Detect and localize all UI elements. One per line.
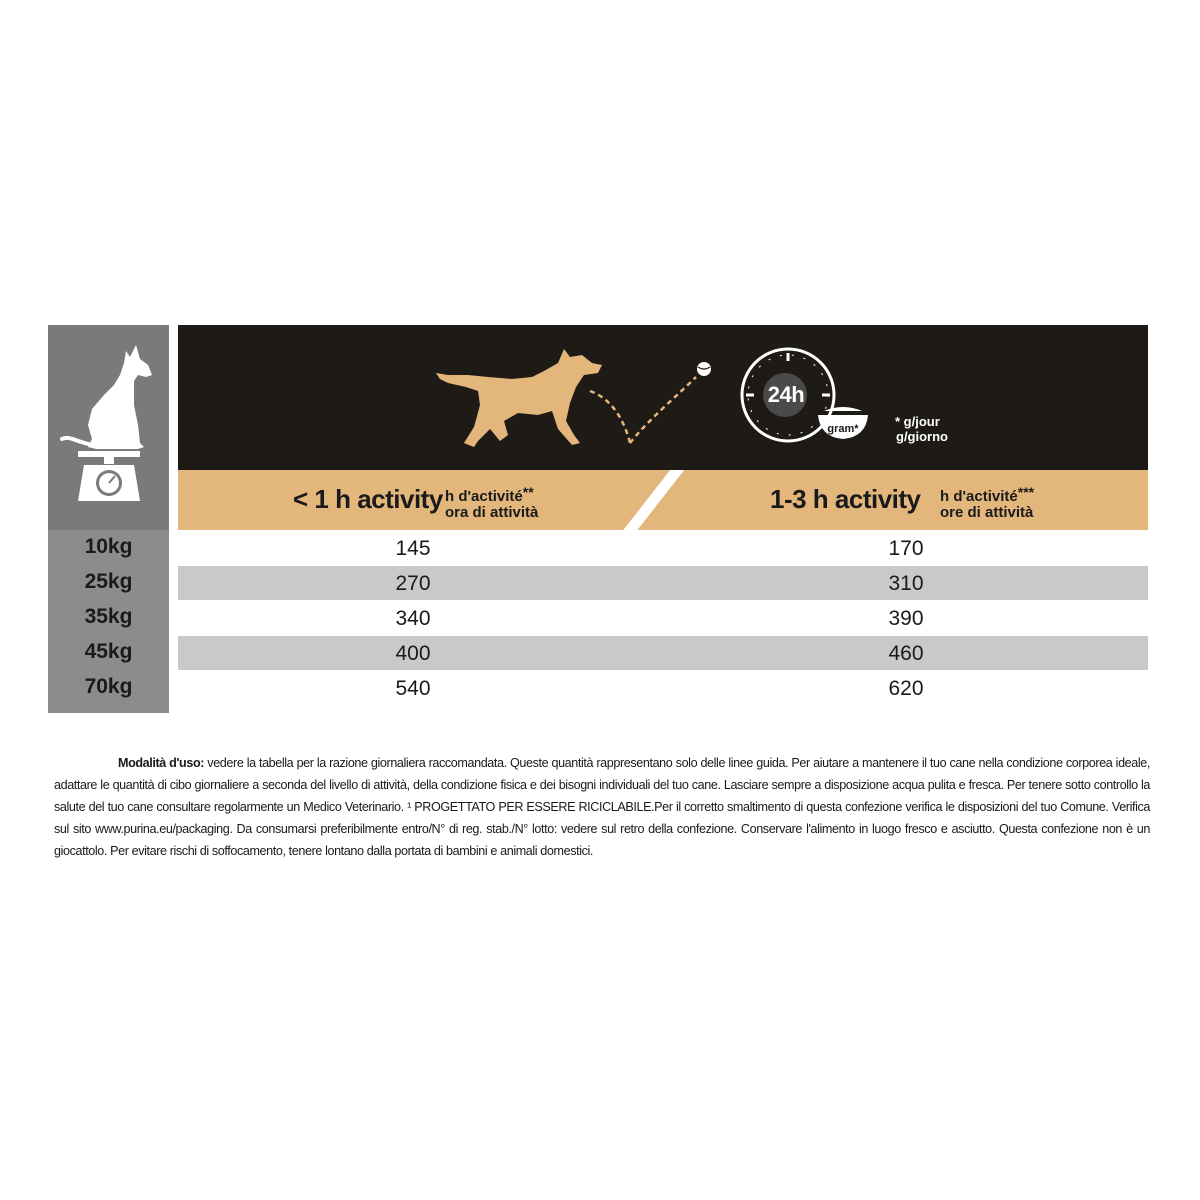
activity-low-sub-it: ora di attività [445,504,539,521]
activity-high-sub [940,484,1034,521]
low-activity-grams: 540 [395,677,431,700]
band-divider [618,470,688,530]
table-row [178,566,1148,600]
table-row [178,531,1148,565]
header-band [178,325,1148,470]
ball-trajectory-icon [590,362,711,443]
activity-high-label: 1-3 h activity [770,484,921,514]
high-activity-grams: 390 [888,607,924,630]
table-row [178,671,1148,705]
weight-label: 25kg [84,570,133,593]
activity-low-sub-fr: h d'activité [445,488,523,505]
high-activity-grams: 620 [888,677,924,700]
weight-label: 70kg [84,675,133,698]
high-activity-grams: 310 [888,572,924,595]
activity-low-label: < 1 h activity [293,484,443,514]
usage-lead: Modalità d'uso: [118,756,205,770]
low-activity-grams: 400 [395,642,431,665]
usage-body: vedere la tabella per la razione giornaliera raccomandata. Queste quantità rappresentano solo delle linee guida. Per aiutare a mantenere il tuo cane nella condizione corporea ideale, adattare le quantità di cibo giornaliere a seconda del livello di attività, della condizione fisica e dei bisogni individuali del tuo cane. Lasciare sempre a disposizione acqua pulita e fresca. Per tenere sotto controllo la salute del tuo cane consultare regolarmente un Medico Veterinario. ¹ PROGETTATO PER ESSERE RICICLABILE.Per il corretto smaltimento di questa confezione verifica le disposizioni del tuo Comune. Verifica sul sito www.purina.eu/packaging. Da consumarsi preferibilmente entro/N° di reg. stab./N° lotto: vedere sul retro della confezione. Conservare l'alimento in luogo fresco e asciutto. Questa confezione non è un giocattolo. Per evitare rischi di soffocamento, tenere lontano dalla portata di bambini e animali domestici. [54,756,1150,858]
low-activity-grams: 270 [395,572,431,595]
high-activity-grams: 170 [888,537,924,560]
activity-high-mark: *** [1017,484,1035,500]
activity-high-sub-fr: h d'activité [940,488,1018,505]
activity-high-sub-it: ore di attività [940,504,1034,521]
feeding-guide-table [48,325,1148,713]
weight-label: 35kg [84,605,133,628]
activity-band [178,470,1148,530]
clock-hours-label: 24h [767,382,805,407]
low-activity-grams: 145 [395,537,431,560]
activity-low-mark: ** [522,484,534,500]
table-row [178,601,1148,635]
unit-note-fr: * g/jour [895,414,940,429]
weight-label: 45kg [84,640,133,663]
dog-on-scale-icon [48,325,169,530]
unit-note-it: g/giorno [896,429,948,444]
usage-instructions [54,752,1150,862]
weight-label: 10kg [84,535,133,558]
bowl-label: gram* [827,423,859,435]
low-activity-grams: 340 [395,607,431,630]
table-row [178,636,1148,670]
running-dog-icon [436,349,602,447]
high-activity-grams: 460 [888,642,924,665]
activity-low-sub [445,484,538,521]
